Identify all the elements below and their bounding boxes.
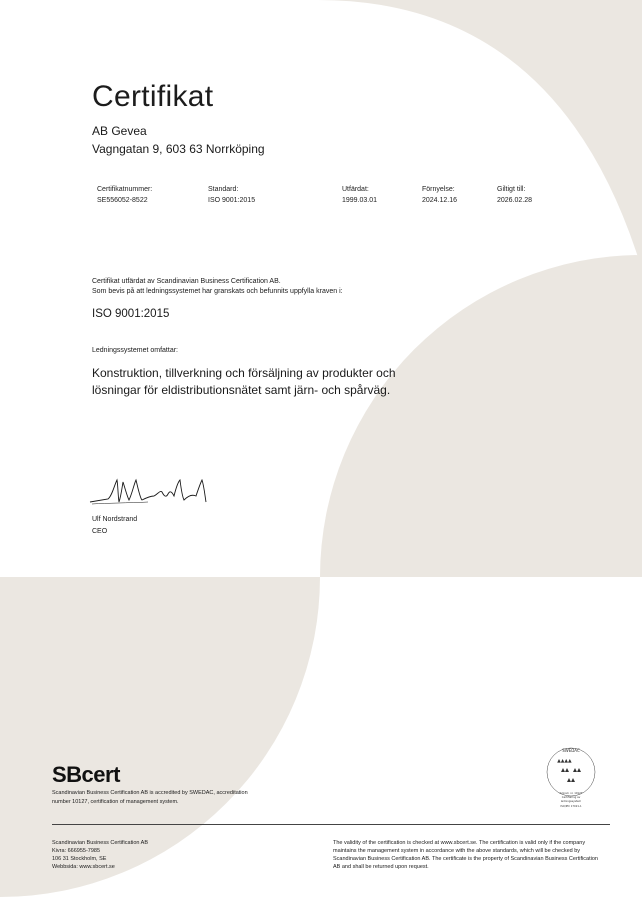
- meta-label-certificate-number: Certifikatnummer:: [97, 186, 153, 193]
- svg-text:SWEDAC: SWEDAC: [562, 748, 580, 753]
- svg-text:ledningssystem: ledningssystem: [560, 800, 582, 803]
- meta-value-standard: ISO 9001:2015: [208, 197, 256, 204]
- meta-label-issued: Utfärdat:: [342, 186, 369, 193]
- swedac-seal-icon: [545, 746, 597, 810]
- meta-value-valid-until: 2026.02.28: [497, 197, 533, 204]
- svg-text:ISO/IEC 17021-1: ISO/IEC 17021-1: [560, 805, 582, 808]
- meta-value-renewal: 2024.12.16: [422, 197, 458, 204]
- meta-value-issued: 1999.03.01: [342, 197, 378, 204]
- footer-validity-line-1: The validity of the certification is checked at www.sbcert.se. The certification is valid only if the company: [333, 840, 586, 846]
- right-semicircle-shape: [320, 255, 642, 577]
- certified-standard: ISO 9001:2015: [92, 308, 170, 320]
- proof-text: Som bevis på att ledningssystemet har granskats och befunnits uppfylla kraven i:: [92, 288, 343, 295]
- footer-validity-line-4: AB and shall be returned upon request.: [333, 864, 429, 870]
- scope-text-line-2: lösningar för eldistributionsnätet samt järn- och spårväg.: [92, 383, 391, 397]
- issued-by-text: Certifikat utfärdat av Scandinavian Business Certification AB.: [92, 278, 281, 285]
- footer-company: Scandinavian Business Certification AB: [52, 840, 148, 846]
- sbcert-logo: SBcert: [52, 762, 120, 787]
- scope-label: Ledningssystemet omfattar:: [92, 347, 178, 354]
- signer-title: CEO: [92, 528, 108, 535]
- meta-label-valid-until: Giltigt till:: [497, 186, 526, 193]
- certificate-title: Certifikat: [92, 80, 214, 113]
- meta-label-standard: Standard:: [208, 186, 239, 193]
- top-right-quarter-shape: [318, 0, 642, 270]
- signature-image: [88, 474, 214, 508]
- company-name: AB Gevea: [92, 124, 147, 138]
- accreditation-text-line-1: Scandinavian Business Certification AB is accredited by SWEDAC, accreditation: [52, 790, 248, 796]
- footer-org-number: Kivra: 666955-7985: [52, 848, 101, 854]
- meta-value-certificate-number: SE556052-8522: [97, 197, 148, 204]
- meta-label-renewal: Förnyelse:: [422, 186, 455, 193]
- bottom-left-shape: [0, 577, 320, 897]
- svg-text:Ackred. nr. 10127: Ackred. nr. 10127: [559, 792, 583, 795]
- signer-name: Ulf Nordstrand: [92, 516, 138, 523]
- footer-validity-line-2: maintains the management system in accordance with the above standards, which will be checked by: [333, 848, 581, 854]
- footer-divider: [52, 824, 610, 825]
- scope-text-line-1: Konstruktion, tillverkning och försäljning av produkter och: [92, 366, 396, 380]
- footer-validity-line-3: Scandinavian Business Certification AB. The certificate is the property of Scandinavian Business Certification: [333, 856, 598, 862]
- footer-city: 106 31 Stockholm, SE: [52, 856, 107, 862]
- accreditation-text-line-2: number 10127, certification of management system.: [52, 799, 179, 805]
- footer-website: Webbsida: www.sbcert.se: [52, 864, 115, 870]
- svg-text:Certifiering av: Certifiering av: [561, 796, 581, 799]
- company-address: Vagngatan 9, 603 63 Norrköping: [92, 142, 265, 156]
